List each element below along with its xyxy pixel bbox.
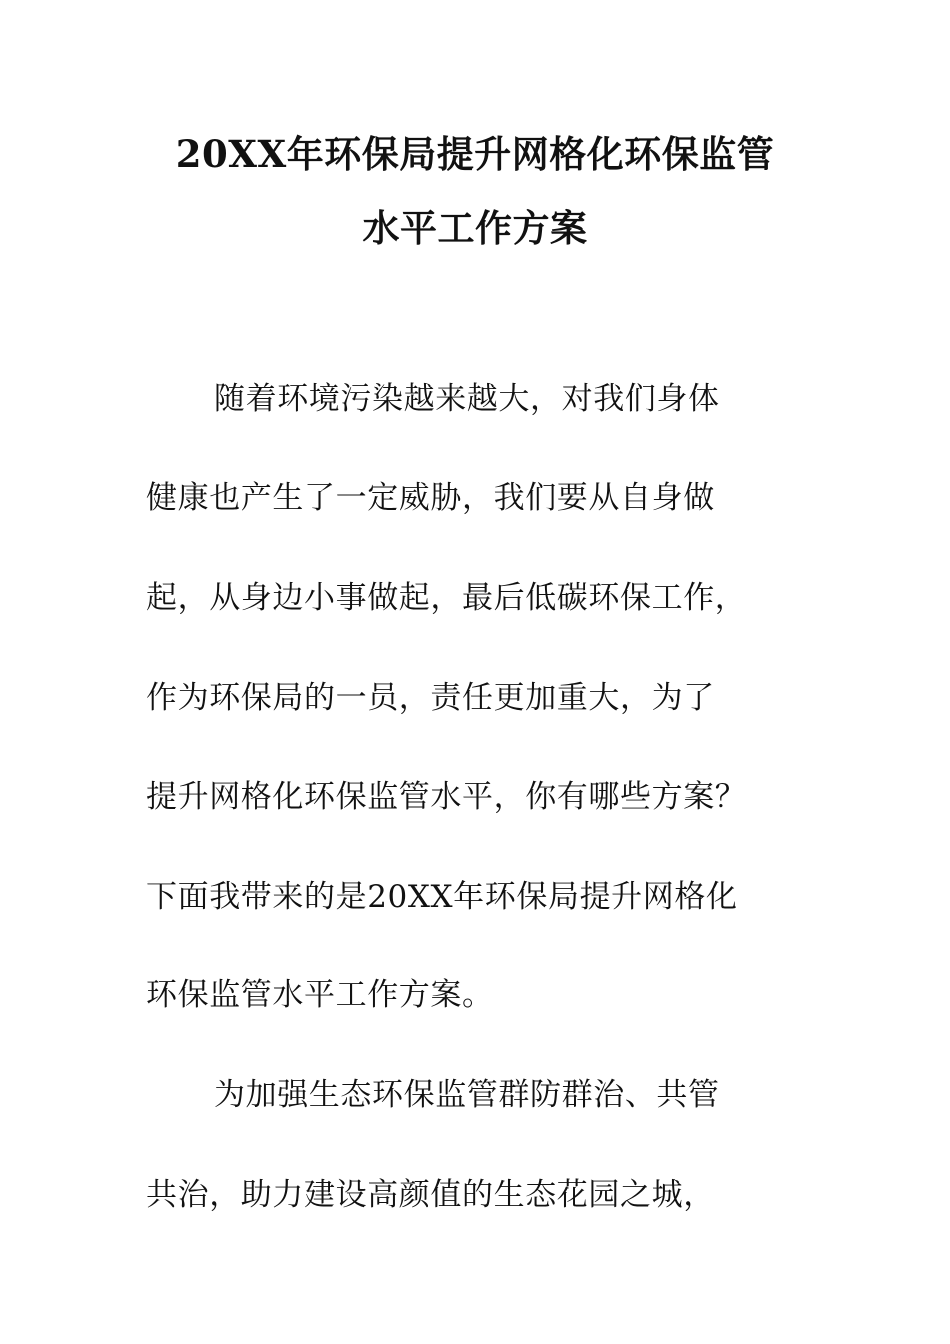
paragraph-1-line-5: 提升网格化环保监管水平，你有哪些方案？ (146, 779, 747, 815)
paragraph-2-line-2: 共治，助力建设高颜值的生态花园之城， (146, 1177, 715, 1213)
paragraph-1-line-1: 随着环境污染越来越大，对我们身体 (214, 381, 720, 417)
document-title-line-2: 水平工作方案 (362, 206, 588, 250)
paragraph-1-line-2: 健康也产生了一定威胁，我们要从自身做 (146, 480, 715, 516)
paragraph-1-line-4: 作为环保局的一员，责任更加重大，为了 (146, 680, 715, 716)
document-title-line-1: 20XX年环保局提升网格化环保监管 (175, 132, 775, 176)
paragraph-1-line-7: 环保监管水平工作方案。 (146, 977, 494, 1013)
paragraph-1-line-6: 下面我带来的是20XX年环保局提升网格化 (146, 879, 738, 915)
paragraph-2-line-1: 为加强生态环保监管群防群治、共管 (214, 1077, 720, 1113)
paragraph-1-line-3: 起，从身边小事做起，最后低碳环保工作， (146, 580, 747, 616)
